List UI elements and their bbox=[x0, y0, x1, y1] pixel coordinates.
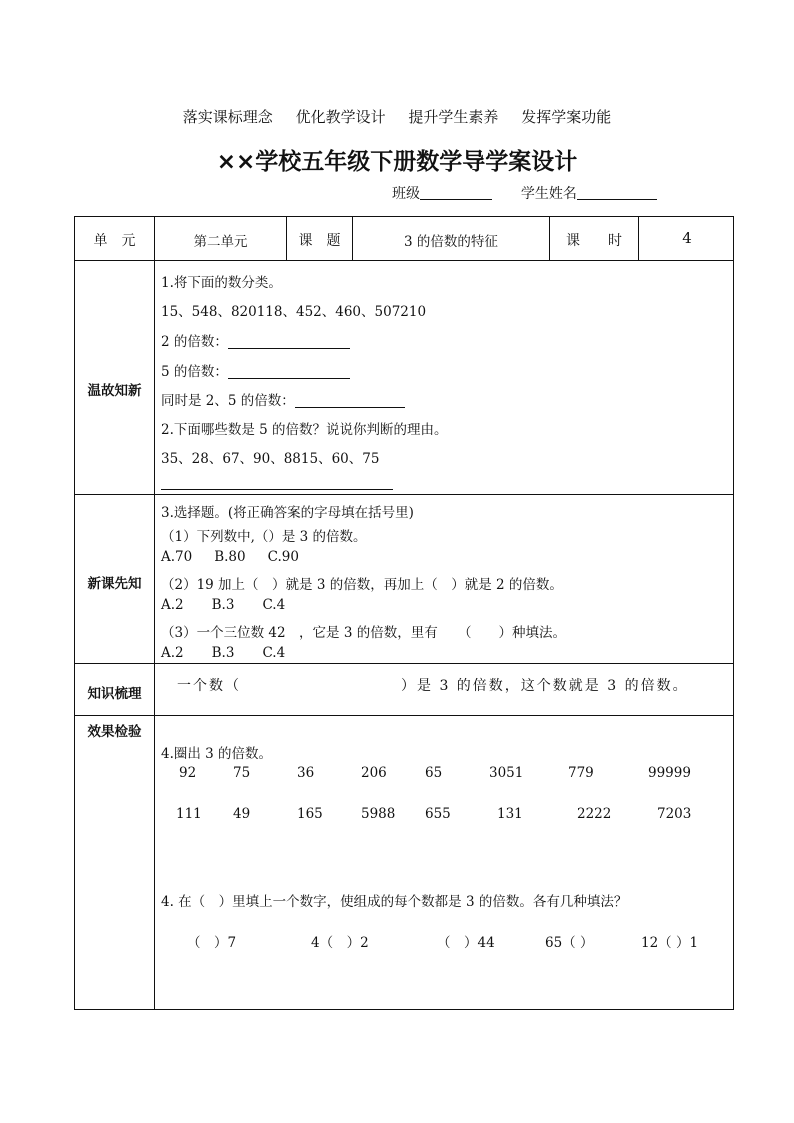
option: C.90 bbox=[267, 549, 299, 565]
row-divider bbox=[75, 663, 733, 664]
options-row bbox=[161, 597, 285, 613]
fill-item[interactable]: 12（ ）1 bbox=[641, 935, 699, 951]
answer-line bbox=[161, 389, 405, 409]
fill-item[interactable]: 65（ ） bbox=[545, 935, 594, 951]
slogan bbox=[0, 106, 794, 127]
circle-number[interactable]: 131 bbox=[497, 806, 523, 822]
answer-field[interactable] bbox=[228, 364, 350, 379]
sub-question: （1）下列数中,（）是 3 的倍数。 bbox=[161, 529, 367, 545]
knowledge-before: 一个数（ bbox=[177, 678, 241, 694]
answer-field[interactable] bbox=[228, 334, 350, 349]
option: B.3 bbox=[211, 597, 235, 613]
circle-number[interactable]: 36 bbox=[297, 765, 315, 781]
fill-item[interactable]: 4（ ）2 bbox=[311, 935, 369, 951]
circle-number[interactable]: 49 bbox=[233, 806, 251, 822]
sub-question: （2）19 加上（ ）就是 3 的倍数，再加上（ ）就是 2 的倍数。 bbox=[161, 577, 563, 593]
circle-number[interactable]: 75 bbox=[233, 765, 251, 781]
option: C.4 bbox=[262, 597, 286, 613]
question-text: 3.选择题。(将正确答案的字母填在括号里) bbox=[161, 505, 414, 521]
col-divider bbox=[154, 217, 155, 1010]
circle-number[interactable]: 165 bbox=[297, 806, 323, 822]
knowledge-text bbox=[177, 675, 689, 695]
number-list: 35、28、67、90、8815、60、75 bbox=[161, 451, 380, 467]
number-list: 15、548、820118、452、460、507210 bbox=[161, 304, 427, 320]
class-field[interactable] bbox=[420, 185, 492, 200]
option: B.3 bbox=[211, 645, 235, 661]
answer-label: 5 的倍数： bbox=[161, 364, 228, 380]
slogan-item: 落实课标理念 bbox=[182, 108, 273, 126]
question-text: 4. 在（ ）里填上一个数字，使组成的每个数都是 3 的倍数。各有几种填法？ bbox=[161, 894, 628, 910]
answer-field[interactable] bbox=[295, 393, 405, 408]
question-text: 4.圈出 3 的倍数。 bbox=[161, 746, 273, 762]
fill-item[interactable]: （ ）44 bbox=[437, 935, 495, 951]
circle-number[interactable]: 92 bbox=[179, 765, 197, 781]
answer-label: 同时是 2、5 的倍数： bbox=[161, 393, 295, 409]
option: C.4 bbox=[262, 645, 286, 661]
period-value: 4 bbox=[682, 229, 692, 247]
circle-number[interactable]: 655 bbox=[425, 806, 451, 822]
sub-question: （3）一个三位数 42 ，它是 3 的倍数，里有 （ ）种填法。 bbox=[161, 625, 566, 641]
option: A.70 bbox=[161, 549, 193, 565]
circle-number[interactable]: 99999 bbox=[648, 765, 691, 781]
circle-number[interactable]: 111 bbox=[176, 806, 202, 822]
fill-item[interactable]: （ ）7 bbox=[187, 935, 237, 951]
class-label: 班级 bbox=[392, 186, 420, 202]
section-label-preview: 新课先知 bbox=[87, 576, 142, 592]
knowledge-after: ）是 3 的倍数，这个数就是 3 的倍数。 bbox=[401, 678, 689, 694]
topic-value: 3 的倍数的特征 bbox=[404, 234, 498, 250]
answer-field[interactable] bbox=[161, 475, 393, 490]
section-label-review: 温故知新 bbox=[87, 383, 142, 399]
page-title: ××学校五年级下册数学导学案设计 bbox=[216, 149, 578, 175]
answer-line bbox=[161, 475, 393, 491]
slogan-item: 优化教学设计 bbox=[295, 108, 386, 126]
question-text: 1.将下面的数分类。 bbox=[161, 275, 282, 291]
answer-line bbox=[161, 330, 350, 350]
circle-number[interactable]: 2222 bbox=[577, 806, 612, 822]
unit-value: 第二单元 bbox=[193, 234, 248, 250]
topic-label: 课 题 bbox=[298, 233, 341, 249]
row-divider bbox=[75, 260, 733, 261]
slogan-item: 发挥学案功能 bbox=[521, 108, 612, 126]
slogan-item: 提升学生素养 bbox=[408, 108, 499, 126]
option: A.2 bbox=[161, 645, 184, 661]
name-field[interactable] bbox=[577, 185, 657, 200]
row-divider bbox=[75, 494, 733, 495]
circle-number[interactable]: 7203 bbox=[657, 806, 692, 822]
option: B.80 bbox=[214, 549, 246, 565]
circle-number[interactable]: 3051 bbox=[489, 765, 524, 781]
circle-number[interactable]: 65 bbox=[425, 765, 443, 781]
period-label: 课 时 bbox=[566, 233, 622, 249]
section-label-knowledge: 知识梳理 bbox=[87, 686, 142, 702]
options-row bbox=[161, 645, 285, 661]
options-row bbox=[161, 549, 299, 565]
name-label: 学生姓名 bbox=[520, 186, 577, 202]
answer-label: 2 的倍数： bbox=[161, 334, 228, 350]
circle-number[interactable]: 779 bbox=[568, 765, 594, 781]
question-text: 2.下面哪些数是 5 的倍数？说说你判断的理由。 bbox=[161, 422, 448, 438]
section-label-check: 效果检验 bbox=[87, 724, 142, 740]
student-info bbox=[392, 183, 657, 203]
worksheet-table bbox=[74, 216, 734, 1010]
circle-number[interactable]: 206 bbox=[361, 765, 387, 781]
row-divider bbox=[75, 715, 733, 716]
circle-number[interactable]: 5988 bbox=[361, 806, 396, 822]
answer-line bbox=[161, 360, 350, 380]
unit-label: 单 元 bbox=[93, 233, 136, 249]
option: A.2 bbox=[161, 597, 184, 613]
